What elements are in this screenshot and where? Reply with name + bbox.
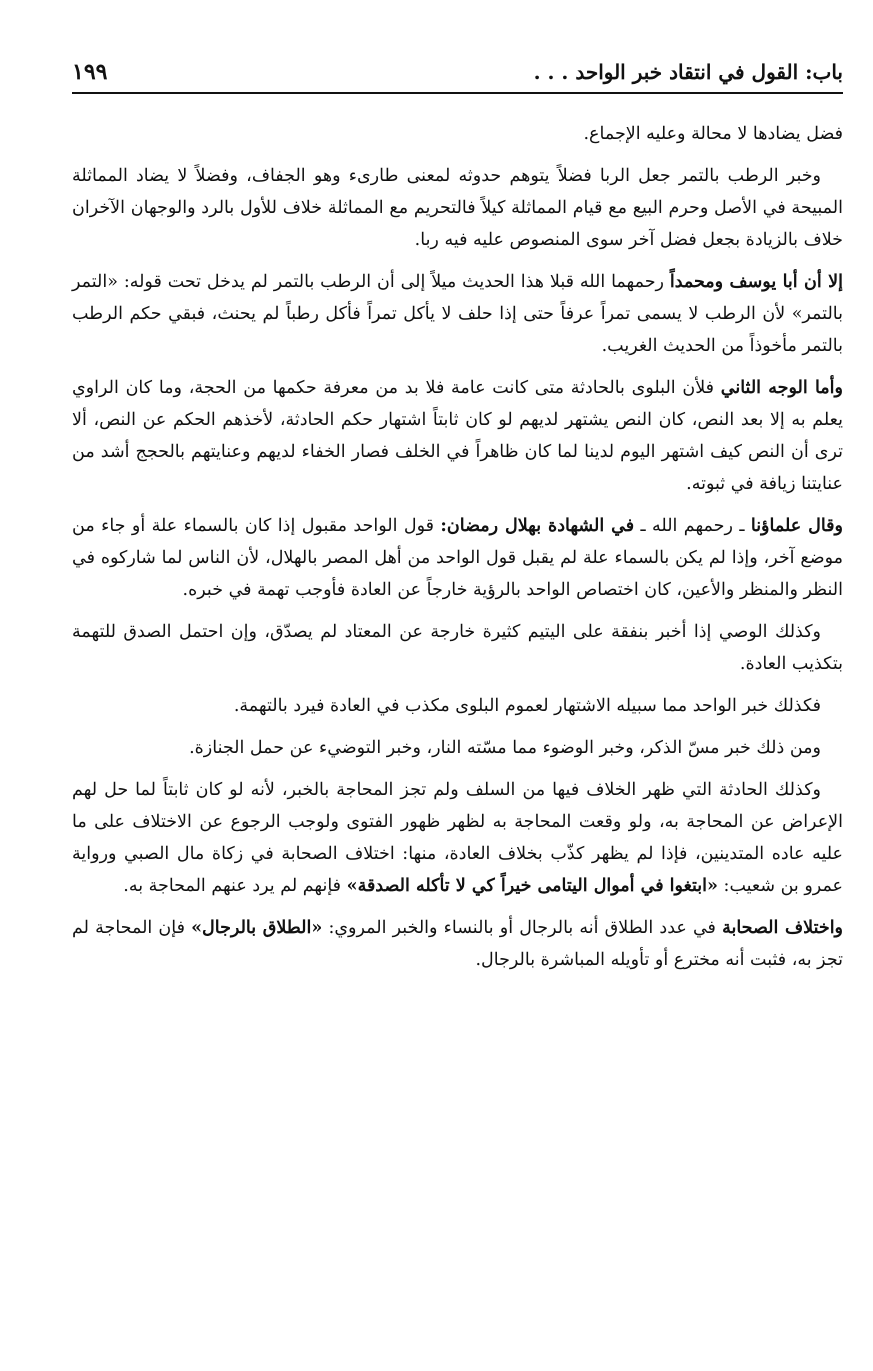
text-segment: فإنهم لم يرد عنهم المحاجة به.	[123, 876, 347, 896]
paragraph	[72, 118, 843, 150]
paragraph	[72, 690, 843, 722]
text-segment: ومن ذلك خبر مسّ الذكر، وخبر الوضوء مما مسّته النار، وخبر التوضيء عن حمل الجنازة.	[189, 738, 821, 758]
text-segment: فإن المحاجة لم تجز به، فثبت أنه مخترع أو تأويله المباشرة بالرجال.	[72, 918, 843, 970]
text-segment: قول الواحد مقبول إذا كان بالسماء علة أو جاء من موضع آخر، وإذا لم يكن بالسماء علة لم يقبل قول الواحد من أهل المصر بالهلال، لأن الناس لما شاركوه في النظر والمنظر والأعين، كان اختصاص الواحد بالرؤية خارجاً عن العادة فأوجب تهمة في خبره.	[72, 516, 843, 600]
text-segment: فلأن البلوى بالحادثة متى كانت عامة فلا بد من معرفة حكمها من الحجة، وما كان الراوي يعلم به إلا بعد النص، كان النص يشتهر لديهم لو كان ثابتاً اشتهار حكم الحادثة، لأخذهم الحكم عن النص، ألا ترى أن النص كيف اشتهر اليوم لدينا لما كان ظاهراً في الخلف فصار الخفاء لديهم وعنايتهم بالحجج أشد من عنايتنا زيافة في ثبوته.	[72, 378, 843, 494]
paragraph	[72, 912, 843, 976]
text-segment: وخبر الرطب بالتمر جعل الربا فضلاً يتوهم حدوثه لمعنى طارىء وهو الجفاف، وفضلاً لا يضاد المماثلة المبيحة في الأصل وحرم البيع مع قيام المماثلة كيلاً فالتحريم مع المماثلة خلاف للأول بالرد والوجهان الآخران خلاف بالزيادة بجعل فضل آخر سوى المنصوص عليه فيه ربا.	[72, 166, 843, 250]
text-segment: وكذلك الحادثة التي ظهر الخلاف فيها من السلف ولم تجز المحاجة بالخبر، لأنه لو كان ثابتاً لما حل لهم الإعراض عن المحاجة به، ولو وقعت المحاجة به لظهر ظهور الفتوى ولوجب الرجوع عن الاختلاف على ما عليه عاده المتدينين، فإذا لم يظهر كذّب بخلاف العادة، منها: اختلاف الصحابة في زكاة مال الصبي ورواية عمرو بن شعيب:	[72, 780, 843, 896]
bold-text: في الشهادة بهلال رمضان:	[440, 516, 635, 536]
bold-text: إلا أن أبا يوسف ومحمداً	[669, 272, 843, 292]
paragraph	[72, 266, 843, 362]
text-segment: فكذلك خبر الواحد مما سبيله الاشتهار لعموم البلوى مكذب في العادة فيرد بالتهمة.	[233, 696, 821, 716]
text-segment: ـ رحمهم الله ـ	[634, 516, 751, 536]
paragraph	[72, 774, 843, 902]
page-header	[72, 52, 843, 94]
text-segment: رحمهما الله قبلا هذا الحديث ميلاً إلى أن الرطب بالتمر لم يدخل تحت قوله: «التمر بالتمر» لأن الرطب لا يسمى تمراً عرفاً حتى إذا حلف لا يأكل تمراً فأكل رطباً لم يحنث، فبقي حكم الرطب بالتمر مأخوذاً من الحديث الغريب.	[72, 272, 843, 356]
paragraph	[72, 616, 843, 680]
paragraph	[72, 510, 843, 606]
bold-text: «ابتغوا في أموال اليتامى خيراً كي لا تأكله الصدقة»	[346, 876, 718, 896]
page-body	[72, 118, 843, 986]
paragraph	[72, 372, 843, 500]
bold-text: «الطلاق بالرجال»	[191, 918, 323, 938]
bold-text: واختلاف الصحابة	[722, 918, 844, 938]
bold-text: وقال علماؤنا	[750, 516, 843, 536]
paragraph	[72, 160, 843, 256]
paragraph	[72, 732, 843, 764]
bold-text: وأما الوجه الثاني	[720, 378, 843, 398]
chapter-title: باب: القول في انتقاد خبر الواحد . . .	[533, 60, 843, 84]
text-segment: فضل يضادها لا محالة وعليه الإجماع.	[583, 124, 843, 144]
text-segment: وكذلك الوصي إذا أخبر بنفقة على اليتيم كثيرة خارجة عن المعتاد لم يصدّق، وإن احتمل الصدق للتهمة بتكذيب العادة.	[72, 622, 843, 674]
text-segment: في عدد الطلاق أنه بالرجال أو بالنساء والخبر المروي:	[322, 918, 723, 938]
page-number: ١٩٩	[72, 59, 108, 85]
